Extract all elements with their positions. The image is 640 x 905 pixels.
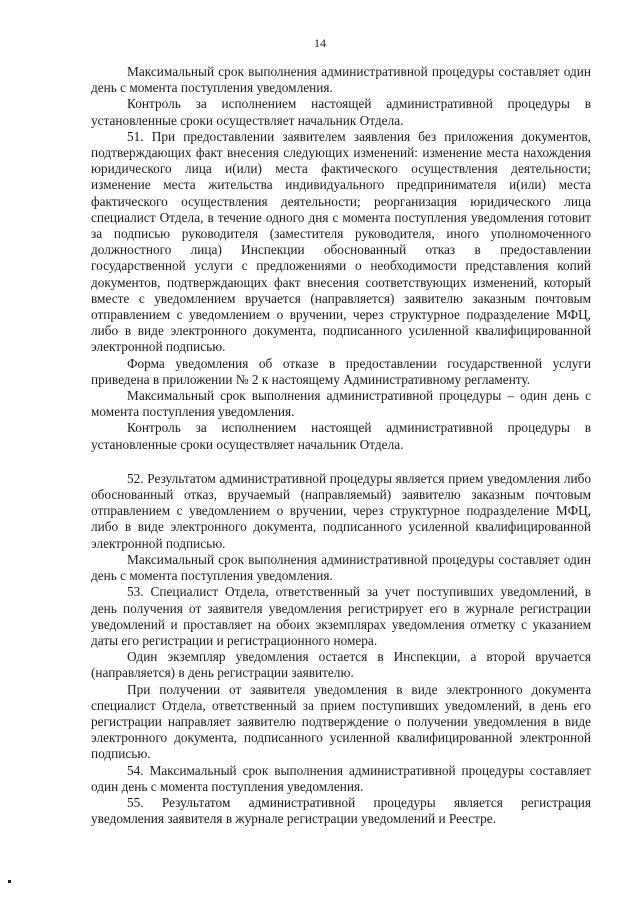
- paragraph: Контроль за исполнением настоящей административной процедуры в установленные сроки осуществляет начальник Отдела.: [91, 96, 591, 128]
- paragraph: 52. Результатом административной процедуры является прием уведомления либо обоснованный отказ, вручаемый (направляемый) заявителю заказным почтовым отправлением с уведомлением о вручении, через структурное подразделение МФЦ, либо в виде электронного документа, подписанного усиленной квалифицированной электронной подписью.: [91, 470, 591, 551]
- paragraph: Максимальный срок выполнения административной процедуры – один день с момента поступления уведомления.: [91, 388, 591, 420]
- paragraph: При получении от заявителя уведомления в виде электронного документа специалист Отдела, ответственный за прием поступивших уведомлений, в день его регистрации направляет заявителю подтверждение о получении уведомления в виде электронного документа, подписанного усиленной квалифицированной электронной подписью.: [91, 681, 591, 762]
- paragraph: 51. При предоставлении заявителем заявления без приложения документов, подтверждающих факт внесения следующих изменений: изменение места нахождения юридического лица и(или) места фактического осуществления деятельности; изменение места жительства индивидуального предпринимателя и(или) места фактического осуществления деятельности; реорганизация юридического лица специалист Отдела, в течение одного дня с момента поступления уведомления готовит за подписью руководителя (заместителя руководителя, иного уполномоченного должностного лица) Инспекции обоснованный отказ в предоставлении государственной услуги с предложениями о необходимости представления копий документов, подтверждающих факт внесения соответствующих изменений, который вместе с уведомлением вручается (направляется) заявителю заказным почтовым отправлением с уведомлением о вручении, через структурное подразделение МФЦ, либо в виде электронного документа, подписанного усиленной квалифицированной электронной подписью.: [91, 128, 591, 355]
- document-body: [91, 64, 591, 827]
- paragraph: Форма уведомления об отказе в предоставлении государственной услуги приведена в приложении № 2 к настоящему Административному регламенту.: [91, 355, 591, 387]
- paragraph: Максимальный срок выполнения административной процедуры составляет один день с момента поступления уведомления.: [91, 64, 591, 96]
- page-number: 14: [314, 36, 326, 50]
- paragraph: Контроль за исполнением настоящей административной процедуры в установленные сроки осуществляет начальник Отдела.: [91, 420, 591, 452]
- paragraph: Один экземпляр уведомления остается в Инспекции, а второй вручается (направляется) в день регистрации заявителю.: [91, 649, 591, 681]
- paragraph: 53. Специалист Отдела, ответственный за учет поступивших уведомлений, в день получения от заявителя уведомления регистрирует его в журнале регистрации уведомлений и проставляет на обоих экземплярах уведомления отметку с указанием даты его регистрации и регистрационного номера.: [91, 584, 591, 648]
- paragraph: 54. Максимальный срок выполнения административной процедуры составляет один день с момента поступления уведомления.: [91, 762, 591, 794]
- paragraph: 55. Результатом административной процедуры является регистрация уведомления заявителя в журнале регистрации уведомлений и Реестре.: [91, 794, 591, 827]
- paragraph: Максимальный срок выполнения административной процедуры составляет один день с момента поступления уведомления.: [91, 551, 591, 584]
- scan-artifact-dot: [8, 880, 11, 883]
